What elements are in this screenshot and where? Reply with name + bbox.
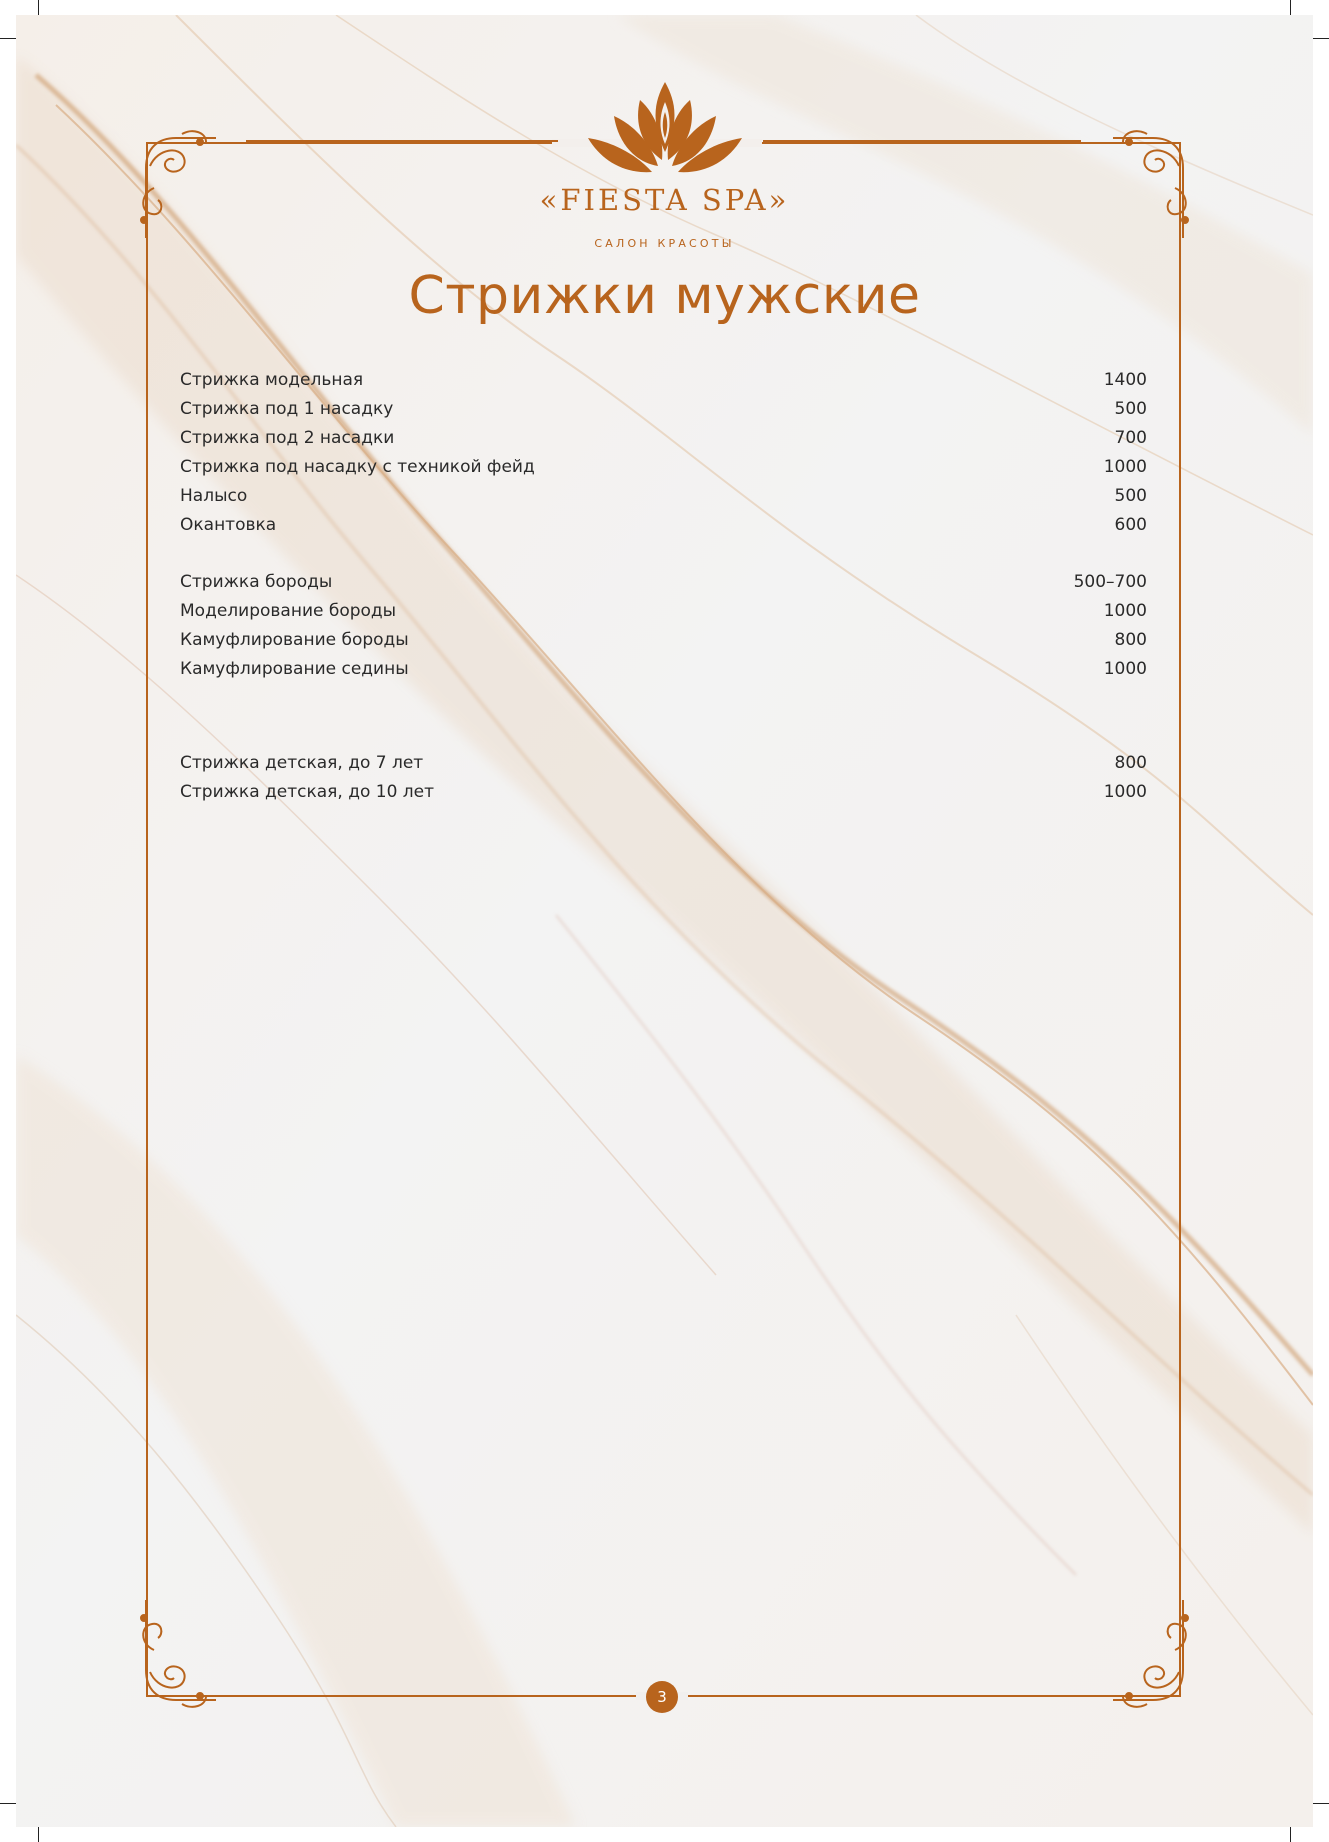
price-row (180, 572, 1147, 601)
price-section-kids (180, 753, 1147, 811)
price-row (180, 486, 1147, 515)
page-title: Стрижки мужские (408, 266, 921, 326)
service-price: 500 (1114, 486, 1147, 506)
service-price: 800 (1114, 630, 1147, 650)
price-section-haircuts (180, 370, 1147, 544)
service-name: Стрижка под 2 насадки (180, 428, 395, 448)
corner-flourish-icon (1113, 1600, 1193, 1710)
price-row (180, 782, 1147, 811)
brand-tagline: САЛОН КРАСОТЫ (594, 237, 735, 250)
price-row (180, 457, 1147, 486)
service-price: 1000 (1103, 782, 1147, 802)
service-name: Камуфлирование бороды (180, 630, 409, 650)
price-row (180, 659, 1147, 688)
service-price: 1000 (1103, 659, 1147, 679)
header-rule-right (763, 140, 1081, 142)
service-name: Стрижка детская, до 7 лет (180, 753, 424, 773)
service-name: Окантовка (180, 515, 277, 535)
header-rule-left (246, 140, 558, 142)
price-row (180, 370, 1147, 399)
service-name: Стрижка под насадку с техникой фейд (180, 457, 535, 477)
price-row (180, 753, 1147, 782)
service-price: 800 (1114, 753, 1147, 773)
corner-flourish-icon (136, 1600, 216, 1710)
service-price: 600 (1114, 515, 1147, 535)
service-name: Стрижка бороды (180, 572, 333, 592)
price-row (180, 515, 1147, 544)
service-name: Стрижка модельная (180, 370, 364, 390)
brand-logo (0, 80, 1329, 179)
brand-name: «FIESTA SPA» (539, 183, 790, 217)
service-price: 500 (1114, 399, 1147, 419)
service-price: 1000 (1103, 457, 1147, 477)
service-price: 500–700 (1073, 572, 1147, 592)
price-row (180, 601, 1147, 630)
service-name: Моделирование бороды (180, 601, 397, 621)
service-name: Камуфлирование седины (180, 659, 409, 679)
page-number: 3 (646, 1681, 678, 1713)
price-row (180, 399, 1147, 428)
price-row (180, 428, 1147, 457)
service-name: Стрижка детская, до 10 лет (180, 782, 435, 802)
service-price: 1400 (1103, 370, 1147, 390)
price-row (180, 630, 1147, 659)
lotus-logo-icon (580, 80, 750, 175)
service-price: 1000 (1103, 601, 1147, 621)
service-name: Налысо (180, 486, 248, 506)
service-price: 700 (1114, 428, 1147, 448)
price-section-beard (180, 572, 1147, 688)
service-name: Стрижка под 1 насадку (180, 399, 394, 419)
